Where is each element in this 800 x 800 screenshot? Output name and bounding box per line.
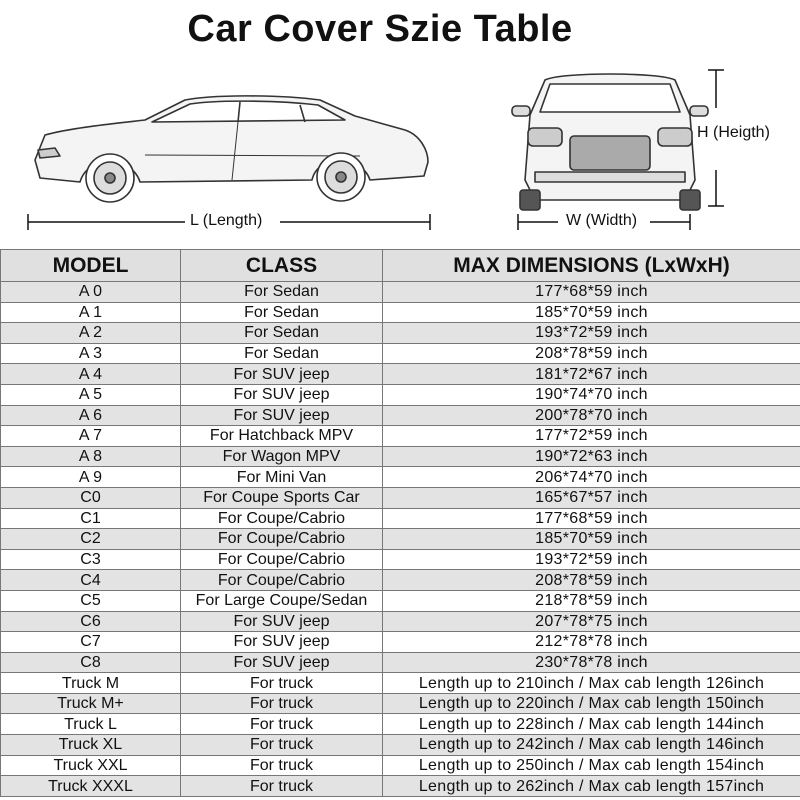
model-cell: A 0 [1,282,181,303]
class-cell: For Large Coupe/Sedan [181,590,383,611]
class-cell: For truck [181,755,383,776]
class-cell: For Coupe/Cabrio [181,508,383,529]
dimensions-cell: 207*78*75 inch [383,611,800,632]
dimensions-cell: 177*68*59 inch [383,282,800,303]
height-label: H (Heigth) [697,124,770,141]
class-cell: For SUV jeep [181,632,383,653]
dimensions-cell: Length up to 250inch / Max cab length 154inch [383,755,800,776]
model-cell: A 5 [1,384,181,405]
dimensions-cell: 208*78*59 inch [383,343,800,364]
model-cell: Truck XXL [1,755,181,776]
table-row [1,282,800,303]
dimensions-cell: 181*72*67 inch [383,364,800,385]
dimensions-cell: 208*78*59 inch [383,570,800,591]
class-cell: For Coupe/Cabrio [181,529,383,550]
table-row [1,343,800,364]
length-label: L (Length) [190,212,263,229]
table-row [1,405,800,426]
model-cell: C5 [1,590,181,611]
model-cell: Truck XXXL [1,776,181,797]
table-row [1,467,800,488]
table-row [1,446,800,467]
dimensions-cell: 212*78*78 inch [383,632,800,653]
model-cell: C2 [1,529,181,550]
class-cell: For truck [181,776,383,797]
dimensions-cell: 193*72*59 inch [383,323,800,344]
model-cell: A 1 [1,302,181,323]
class-cell: For SUV jeep [181,384,383,405]
table-row [1,426,800,447]
model-cell: C0 [1,487,181,508]
table-row [1,590,800,611]
car-illustration [0,60,800,240]
table-row [1,673,800,694]
class-cell: For truck [181,673,383,694]
class-cell: For SUV jeep [181,611,383,632]
model-cell: C8 [1,652,181,673]
sedan-side-view [35,96,428,202]
table-row [1,611,800,632]
class-cell: For truck [181,735,383,756]
class-cell: For Sedan [181,323,383,344]
class-cell: For Sedan [181,282,383,303]
table-row [1,693,800,714]
table-row [1,549,800,570]
column-header-model: MODEL [1,250,181,282]
dimensions-cell: 190*72*63 inch [383,446,800,467]
model-cell: C3 [1,549,181,570]
table-row [1,632,800,653]
model-cell: A 2 [1,323,181,344]
model-cell: A 8 [1,446,181,467]
class-cell: For truck [181,693,383,714]
class-cell: For SUV jeep [181,405,383,426]
class-cell: For Wagon MPV [181,446,383,467]
column-header-class: CLASS [181,250,383,282]
class-cell: For Sedan [181,343,383,364]
table-row [1,529,800,550]
class-cell: For SUV jeep [181,652,383,673]
model-cell: A 6 [1,405,181,426]
dimensions-cell: 165*67*57 inch [383,487,800,508]
model-cell: C1 [1,508,181,529]
model-cell: A 3 [1,343,181,364]
dimensions-cell: Length up to 228inch / Max cab length 144inch [383,714,800,735]
model-cell: C4 [1,570,181,591]
model-cell: Truck XL [1,735,181,756]
car-dimension-diagram [0,60,800,240]
table-row [1,735,800,756]
table-row [1,384,800,405]
table-row [1,755,800,776]
dimensions-cell: Length up to 242inch / Max cab length 146inch [383,735,800,756]
table-row [1,776,800,797]
model-cell: C6 [1,611,181,632]
model-cell: A 9 [1,467,181,488]
table-row [1,508,800,529]
table-row [1,714,800,735]
dimensions-cell: 230*78*78 inch [383,652,800,673]
column-header-dimensions: MAX DIMENSIONS (LxWxH) [383,250,800,282]
model-cell: Truck M+ [1,693,181,714]
table-row [1,323,800,344]
table-row [1,652,800,673]
dimensions-cell: 190*74*70 inch [383,384,800,405]
model-cell: A 4 [1,364,181,385]
model-cell: Truck L [1,714,181,735]
table-row [1,302,800,323]
dimensions-cell: Length up to 220inch / Max cab length 150inch [383,693,800,714]
class-cell: For Sedan [181,302,383,323]
model-cell: A 7 [1,426,181,447]
car-front-view [512,74,708,210]
dimensions-cell: 200*78*70 inch [383,405,800,426]
size-table [0,249,800,797]
class-cell: For Coupe/Cabrio [181,549,383,570]
class-cell: For Coupe/Cabrio [181,570,383,591]
page-title: Car Cover Szie Table [187,8,573,50]
dimensions-cell: 218*78*59 inch [383,590,800,611]
table-header-row [1,250,800,282]
dimensions-cell: 185*70*59 inch [383,302,800,323]
model-cell: C7 [1,632,181,653]
dimensions-cell: 193*72*59 inch [383,549,800,570]
dimensions-cell: 177*72*59 inch [383,426,800,447]
dimensions-cell: 177*68*59 inch [383,508,800,529]
table-row [1,487,800,508]
width-label: W (Width) [566,212,638,229]
class-cell: For SUV jeep [181,364,383,385]
dimensions-cell: 206*74*70 inch [383,467,800,488]
table-row [1,364,800,385]
class-cell: For truck [181,714,383,735]
table-row [1,570,800,591]
dimensions-cell: 185*70*59 inch [383,529,800,550]
class-cell: For Coupe Sports Car [181,487,383,508]
class-cell: For Mini Van [181,467,383,488]
class-cell: For Hatchback MPV [181,426,383,447]
model-cell: Truck M [1,673,181,694]
dimensions-cell: Length up to 210inch / Max cab length 126inch [383,673,800,694]
dimensions-cell: Length up to 262inch / Max cab length 157inch [383,776,800,797]
